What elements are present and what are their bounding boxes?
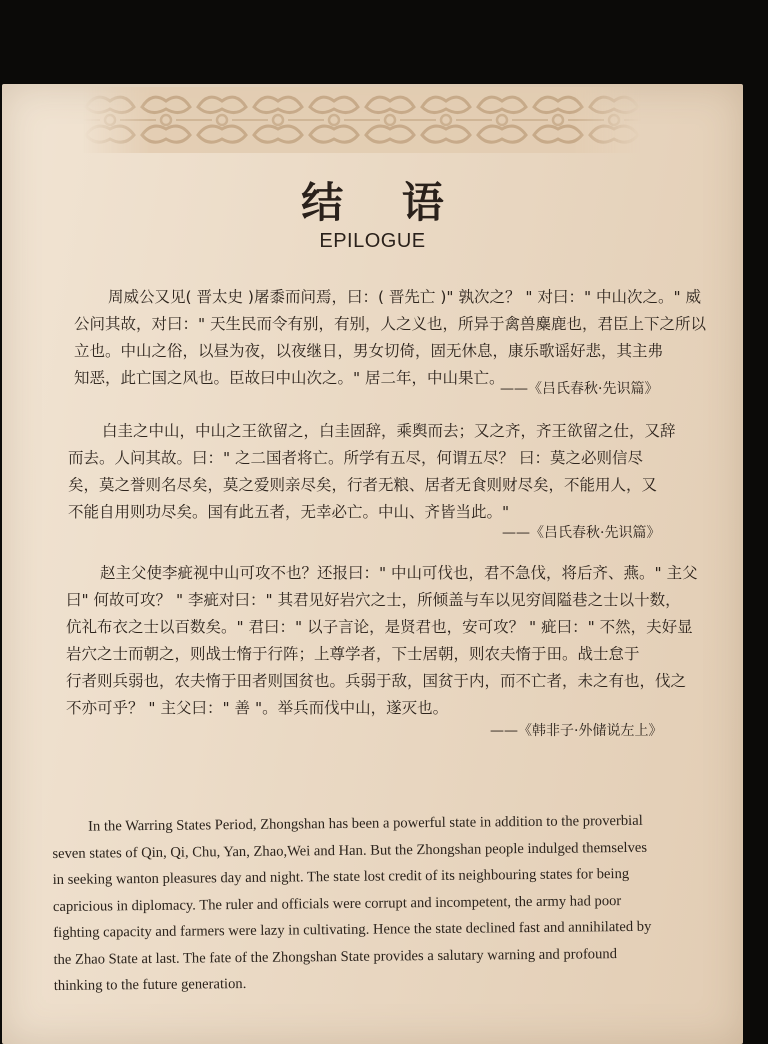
passage-line: 不亦可乎？ " 主父曰：" 善 "。举兵而伐中山，遂灭也。	[66, 699, 449, 717]
passage-line: 岩穴之士而朝之，则战士惰于行阵；上尊学者，下士居朝，则农夫惰于田。战士怠于	[66, 645, 640, 663]
passage-line: 周威公又见( 晋太史 )屠黍而问焉，曰：( 晋先亡 )" 孰次之？ " 对曰：" 中山次之。" 威	[108, 288, 702, 306]
passage-line: 行者则兵弱也，农夫惰于田者则国贫也。兵弱于敌，国贫于内，而不亡者，未之有也，伐之	[66, 672, 687, 690]
summary-line: in seeking wanton pleasures day and night. The state lost credit of its neighbouring states for being	[52, 865, 630, 888]
summary-line: thinking to the future generation.	[53, 975, 247, 994]
passage-line: 知恶，此亡国之风也。臣故曰中山次之。" 居二年，中山果亡。	[74, 369, 505, 387]
decorative-border-ornament	[82, 87, 642, 153]
passage-3	[66, 560, 698, 722]
summary-line: capricious in diplomacy. The ruler and officials were corrupt and incompetent, the army had poor	[52, 892, 622, 915]
summary-line: In the Warring States Period, Zhongshan has been a powerful state in addition to the proverbial	[88, 812, 643, 835]
epilogue-panel	[2, 84, 743, 1044]
passage-line: 不能自用则功尽矣。国有此五者，无幸必亡。中山、齐皆当此。"	[68, 503, 510, 521]
passage-2	[68, 418, 676, 526]
passage-line: 曰" 何故可攻？ " 李疵对曰：" 其君见好岩穴之士，所倾盖与车以见穷闾隘巷之士以十数，	[66, 591, 681, 609]
passage-1-source: ——《吕氏春秋·先识篇》	[500, 381, 659, 397]
passage-3-source: ——《韩非子·外储说左上》	[490, 723, 663, 739]
passage-line: 而去。人问其故。曰：" 之二国者将亡。所学有五尽，何谓五尽？ 曰：莫之必则信尽	[68, 449, 643, 467]
summary-line: fighting capacity and farmers were lazy in cultivating. Hence the state declined fast and annihilated by	[53, 918, 652, 941]
passage-line: 白圭之中山，中山之王欲留之，白圭固辞，乘舆而去；又之齐，齐王欲留之仕，又辞	[102, 422, 676, 440]
passage-line: 伉礼布衣之士以百数矣。" 君曰：" 以子言论，是贤君也，安可攻？ " 疵曰：" 不然，夫好显	[66, 618, 693, 636]
title-chinese: 结 语	[301, 178, 466, 227]
title-english: EPILOGUE	[319, 230, 426, 252]
passage-line: 赵主父使李疵视中山可攻不也？还报曰：" 中山可伐也，君不急伐，将后齐、燕。" 主父	[100, 564, 698, 582]
passage-line: 立也。中山之俗，以昼为夜，以夜继日，男女切倚，固无休息，康乐歌谣好悲，其主弗	[74, 342, 664, 360]
passage-line: 公问其故，对曰：" 天生民而令有别，有别，人之义也，所异于禽兽麋鹿也，君臣上下之所以	[74, 315, 707, 333]
summary-line: seven states of Qin, Qi, Chu, Yan, Zhao,Wei and Han. But the Zhongshan people indulged themselves	[52, 839, 648, 862]
english-summary	[52, 807, 694, 999]
passage-1	[74, 284, 707, 392]
passage-line: 矣，莫之誉则名尽矣，莫之爱则亲尽矣，行者无粮、居者无食则财尽矣，不能用人，又	[68, 476, 658, 494]
passage-2-source: ——《吕氏春秋·先识篇》	[502, 525, 661, 541]
summary-line: the Zhao State at last. The fate of the Zhongshan State provides a salutary warning and profound	[53, 945, 618, 968]
